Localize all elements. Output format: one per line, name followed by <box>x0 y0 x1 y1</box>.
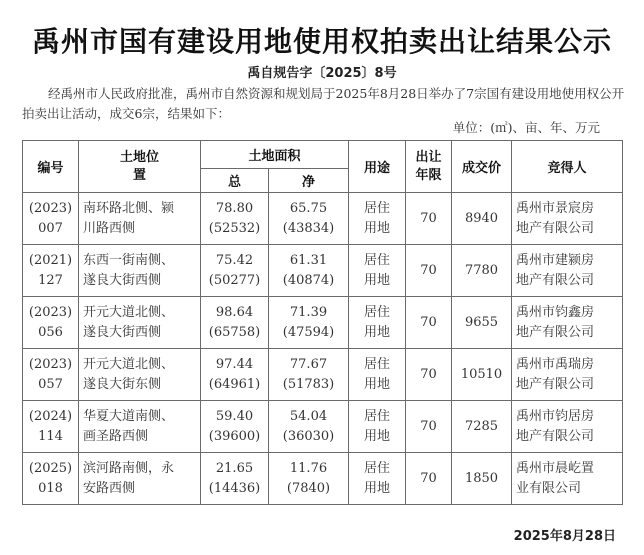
header-price: 成交价 <box>452 141 512 193</box>
cell-term <box>406 193 452 245</box>
cell-id <box>23 297 79 349</box>
cell-gross-area-line: 59.40 <box>215 408 254 424</box>
header-term <box>406 141 452 193</box>
cell-term-line: 70 <box>420 210 437 226</box>
cell-gross-area-line: (50277) <box>208 272 261 288</box>
cell-net-area <box>269 453 349 505</box>
cell-winner-line: 地产有限公司 <box>516 428 595 444</box>
cell-location-line: 遂良大街西侧 <box>83 324 162 340</box>
cell-price-line: 1850 <box>464 470 499 486</box>
cell-use-line: 用地 <box>364 272 391 288</box>
cell-gross-area-line: 75.42 <box>215 252 254 268</box>
cell-net-area-line: (51783) <box>282 376 335 392</box>
cell-location-line: 安路西侧 <box>83 480 136 496</box>
cell-id-line: (2023) <box>28 304 73 320</box>
cell-use <box>349 297 406 349</box>
cell-id <box>23 245 79 297</box>
results-table <box>22 140 623 505</box>
table-row <box>23 349 623 401</box>
cell-net-area-line: (7840) <box>286 480 331 496</box>
cell-use-line: 居住 <box>364 356 391 372</box>
header-location <box>79 141 201 193</box>
cell-id <box>23 193 79 245</box>
cell-location-line: 开元大道北侧、 <box>83 304 175 320</box>
cell-price <box>452 297 512 349</box>
cell-winner <box>512 453 623 505</box>
cell-id-line: (2023) <box>28 200 73 216</box>
cell-location-line: 南环路北侧、颍 <box>83 200 175 216</box>
cell-use-line: 居住 <box>364 252 391 268</box>
cell-gross-area <box>201 349 269 401</box>
cell-use-line: 用地 <box>364 428 391 444</box>
cell-winner-line: 地产有限公司 <box>516 376 595 392</box>
cell-net-area-line: 77.67 <box>289 356 328 372</box>
header-term-text: 出让年限 <box>415 149 442 183</box>
cell-gross-area-line: 98.64 <box>215 304 254 320</box>
cell-gross-area-line: (14436) <box>208 480 261 496</box>
cell-gross-area-line: (52532) <box>208 220 261 236</box>
cell-location-line: 画圣路西侧 <box>83 428 149 444</box>
cell-winner-line: 业有限公司 <box>516 480 582 496</box>
cell-location <box>79 245 201 297</box>
cell-winner <box>512 245 623 297</box>
cell-use <box>349 401 406 453</box>
cell-net-area-line: (43834) <box>282 220 335 236</box>
cell-location <box>79 297 201 349</box>
cell-location <box>79 401 201 453</box>
cell-term-line: 70 <box>420 314 437 330</box>
cell-winner-line: 地产有限公司 <box>516 272 595 288</box>
cell-location-line: 滨河路南侧，永 <box>83 460 175 476</box>
table-row <box>23 245 623 297</box>
cell-use-line: 用地 <box>364 220 391 236</box>
cell-id <box>23 349 79 401</box>
cell-price <box>452 349 512 401</box>
cell-use-line: 居住 <box>364 304 391 320</box>
header-id: 编号 <box>23 141 79 193</box>
cell-location <box>79 453 201 505</box>
cell-gross-area <box>201 453 269 505</box>
cell-id-line: (2021) <box>28 252 73 268</box>
cell-winner-line: 禹州市景宸房 <box>516 200 595 216</box>
cell-use-line: 用地 <box>364 324 391 340</box>
cell-winner-line: 禹州市钧居房 <box>516 408 595 424</box>
cell-gross-area-line: (65758) <box>208 324 261 340</box>
cell-id-line: (2025) <box>28 460 73 476</box>
cell-net-area-line: (40874) <box>282 272 335 288</box>
cell-net-area <box>269 349 349 401</box>
cell-price-line: 9655 <box>464 314 499 330</box>
cell-winner-line: 禹州市建颍房 <box>516 252 595 268</box>
cell-location <box>79 349 201 401</box>
table-row <box>23 453 623 505</box>
cell-use-line: 用地 <box>364 480 391 496</box>
cell-location-line: 东西一街南侧、 <box>83 252 175 268</box>
cell-price <box>452 245 512 297</box>
cell-winner <box>512 193 623 245</box>
header-winner: 竞得人 <box>512 141 623 193</box>
cell-term-line: 70 <box>420 262 437 278</box>
cell-id <box>23 453 79 505</box>
cell-location-line: 华夏大道南侧、 <box>83 408 175 424</box>
header-use: 用途 <box>349 141 406 193</box>
cell-use <box>349 245 406 297</box>
cell-gross-area-line: 97.44 <box>215 356 254 372</box>
header-location-text: 土地位置 <box>119 149 159 183</box>
cell-id-line: 056 <box>38 324 63 340</box>
cell-id-line: 127 <box>38 272 63 288</box>
cell-id-line: 114 <box>38 428 63 444</box>
cell-gross-area <box>201 401 269 453</box>
table-row <box>23 401 623 453</box>
cell-id <box>23 401 79 453</box>
cell-net-area-line: (47594) <box>282 324 335 340</box>
cell-term-line: 70 <box>420 366 437 382</box>
cell-term-line: 70 <box>420 470 437 486</box>
cell-gross-area-line: 78.80 <box>215 200 254 216</box>
cell-id-line: 057 <box>38 376 63 392</box>
cell-term <box>406 245 452 297</box>
cell-location-line: 开元大道北侧、 <box>83 356 175 372</box>
cell-gross-area <box>201 297 269 349</box>
cell-use-line: 居住 <box>364 408 391 424</box>
cell-location-line: 川路西侧 <box>83 220 136 236</box>
cell-net-area-line: 71.39 <box>289 304 328 320</box>
cell-net-area <box>269 297 349 349</box>
cell-price-line: 8940 <box>464 210 499 226</box>
cell-winner <box>512 349 623 401</box>
cell-net-area-line: 65.75 <box>289 200 328 216</box>
unit-note: 单位：(㎡)、亩、年、万元 <box>452 120 600 135</box>
table-row <box>23 297 623 349</box>
cell-net-area <box>269 401 349 453</box>
cell-winner-line: 地产有限公司 <box>516 220 595 236</box>
header-area: 土地面积 <box>201 141 349 169</box>
cell-winner <box>512 297 623 349</box>
cell-net-area-line: 61.31 <box>289 252 328 268</box>
cell-term <box>406 401 452 453</box>
cell-winner-line: 地产有限公司 <box>516 324 595 340</box>
cell-use-line: 居住 <box>364 200 391 216</box>
publish-date: 2025年8月28日 <box>513 529 616 544</box>
cell-net-area-line: 11.76 <box>289 460 328 476</box>
cell-net-area-line: (36030) <box>282 428 335 444</box>
cell-id-line: (2023) <box>28 356 73 372</box>
intro-paragraph: 经禹州市人民政府批准，禹州市自然资源和规划局于2025年8月28日举办了7宗国有建设用地使用权公开拍卖出让活动，成交6宗，结果如下： <box>22 86 625 121</box>
cell-price <box>452 453 512 505</box>
cell-location-line: 遂良大街西侧 <box>83 272 162 288</box>
cell-gross-area <box>201 193 269 245</box>
cell-net-area-line: 54.04 <box>289 408 328 424</box>
cell-winner <box>512 401 623 453</box>
cell-winner-line: 禹州市钧鑫房 <box>516 304 595 320</box>
cell-winner-line: 禹州市禹瑞房 <box>516 356 595 372</box>
cell-price-line: 10510 <box>460 366 503 382</box>
cell-net-area <box>269 193 349 245</box>
cell-net-area <box>269 245 349 297</box>
cell-id-line: 018 <box>38 480 63 496</box>
header-net: 净 <box>269 169 349 193</box>
cell-term <box>406 349 452 401</box>
cell-gross-area-line: (39600) <box>208 428 261 444</box>
cell-location <box>79 193 201 245</box>
header-row <box>23 141 623 169</box>
cell-gross-area <box>201 245 269 297</box>
table-row <box>23 193 623 245</box>
cell-price <box>452 193 512 245</box>
cell-price-line: 7780 <box>464 262 499 278</box>
cell-winner-line: 禹州市晨屹置 <box>516 460 595 476</box>
cell-price <box>452 401 512 453</box>
cell-term <box>406 453 452 505</box>
cell-id-line: 007 <box>38 220 63 236</box>
page-title: 禹州市国有建设用地使用权拍卖出让结果公示 <box>31 25 612 58</box>
cell-use-line: 用地 <box>364 376 391 392</box>
cell-use <box>349 453 406 505</box>
cell-location-line: 遂良大街东侧 <box>83 376 162 392</box>
header-gross: 总 <box>201 169 269 193</box>
cell-gross-area-line: (64961) <box>208 376 261 392</box>
cell-use <box>349 349 406 401</box>
cell-use <box>349 193 406 245</box>
cell-gross-area-line: 21.65 <box>215 460 254 476</box>
cell-id-line: (2024) <box>28 408 73 424</box>
cell-term <box>406 297 452 349</box>
cell-term-line: 70 <box>420 418 437 434</box>
cell-use-line: 居住 <box>364 460 391 476</box>
document-number: 禹自规告字〔2025〕8号 <box>247 66 397 81</box>
cell-price-line: 7285 <box>464 418 499 434</box>
